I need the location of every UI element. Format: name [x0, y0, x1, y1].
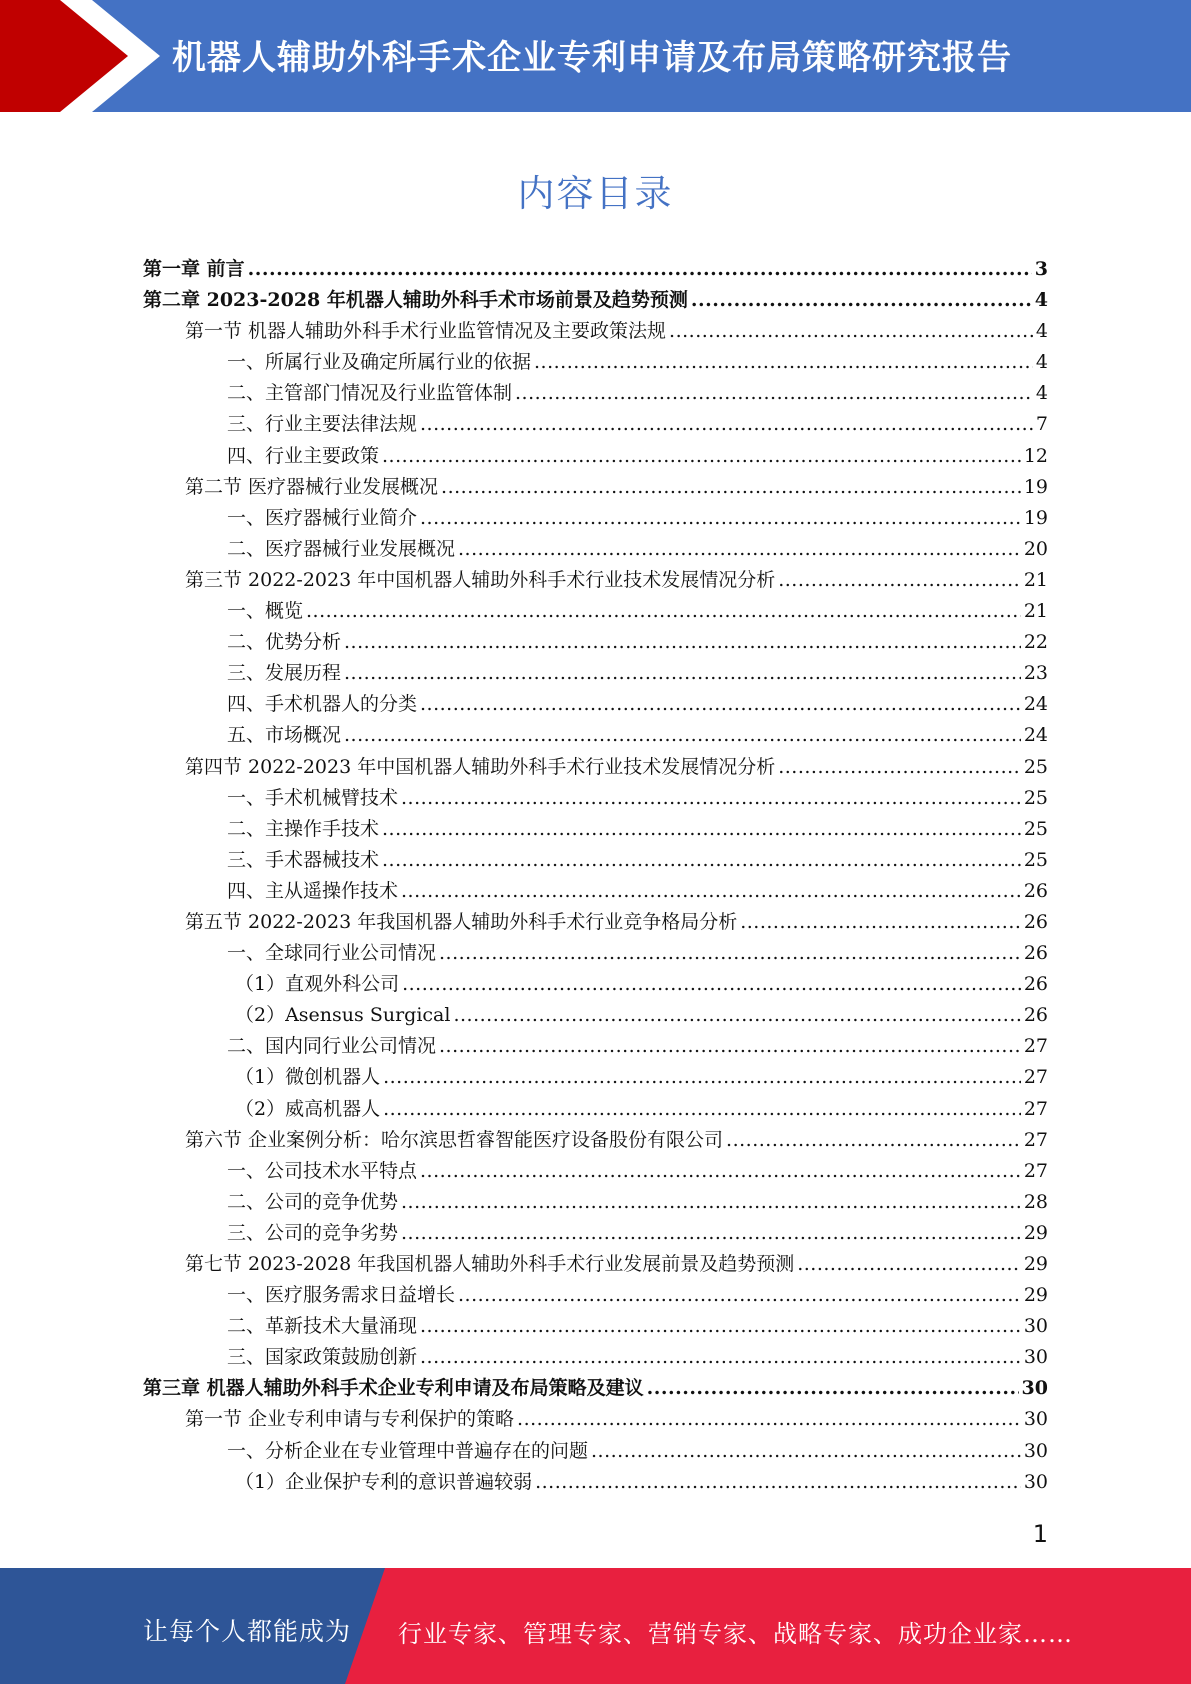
- toc-entry-page: 4: [1035, 351, 1048, 374]
- toc-entry[interactable]: [143, 596, 1048, 627]
- toc-entry-page: 30: [1023, 1315, 1048, 1338]
- toc-entry-title: 三、发展历程: [227, 662, 342, 685]
- toc-leader-dots: [726, 1129, 1021, 1151]
- toc-entry-page: 12: [1023, 444, 1048, 467]
- toc-entry[interactable]: [143, 1467, 1048, 1498]
- toc-entry[interactable]: [143, 565, 1048, 596]
- toc-entry[interactable]: [143, 627, 1048, 658]
- toc-entry[interactable]: [143, 720, 1048, 751]
- toc-leader-dots: [669, 320, 1033, 342]
- toc-leader-dots: [401, 787, 1021, 809]
- toc-entry-page: 30: [1021, 1377, 1048, 1400]
- toc-entry[interactable]: [143, 285, 1048, 316]
- toc-entry-title: 第二节 医疗器械行业发展概况: [185, 475, 439, 498]
- toc-entry-page: 24: [1023, 693, 1048, 716]
- toc-entry[interactable]: [143, 1342, 1048, 1373]
- toc-entry-title: 二、医疗器械行业发展概况: [227, 537, 456, 560]
- toc-leader-dots: [534, 351, 1033, 373]
- report-title: 机器人辅助外科手术企业专利申请及布局策略研究报告: [172, 38, 1012, 78]
- toc-entry-page: 26: [1023, 1004, 1048, 1027]
- toc-entry[interactable]: [143, 752, 1048, 783]
- toc-entry-page: 4: [1035, 382, 1048, 405]
- toc-entry-page: 21: [1023, 568, 1048, 591]
- toc-entry[interactable]: [143, 814, 1048, 845]
- toc-entry[interactable]: [143, 1187, 1048, 1218]
- toc-entry[interactable]: [143, 1000, 1048, 1031]
- toc-leader-dots: [420, 413, 1033, 435]
- toc-leader-dots: [778, 569, 1021, 591]
- toc-leader-dots: [591, 1440, 1021, 1462]
- toc-entry-page: 22: [1023, 631, 1048, 654]
- toc-leader-dots: [383, 1066, 1021, 1088]
- page-number: 1: [1032, 1520, 1048, 1548]
- toc-entry[interactable]: [143, 378, 1048, 409]
- toc-entry-title: 第六节 企业案例分析：哈尔滨思哲睿智能医疗设备股份有限公司: [185, 1128, 724, 1151]
- toc-leader-dots: [515, 382, 1033, 404]
- toc-leader-dots: [248, 258, 1032, 280]
- toc-entry-page: 23: [1023, 662, 1048, 685]
- page-footer-banner: [0, 1568, 1191, 1684]
- toc-entry[interactable]: [143, 1249, 1048, 1280]
- toc-entry-title: 四、行业主要政策: [227, 444, 380, 467]
- toc-leader-dots: [382, 818, 1021, 840]
- toc-entry[interactable]: [143, 1373, 1048, 1404]
- toc-leader-dots: [797, 1253, 1021, 1275]
- toc-entry-title: 三、公司的竞争劣势: [227, 1221, 399, 1244]
- toc-entry[interactable]: [143, 1280, 1048, 1311]
- toc-entry-title: 第一章 前言: [143, 258, 245, 280]
- toc-entry-title: 三、手术器械技术: [227, 848, 380, 871]
- toc-entry-title: 三、国家政策鼓励创新: [227, 1346, 418, 1369]
- toc-entry-page: 27: [1023, 1035, 1048, 1058]
- toc-entry-title: 一、分析企业在专业管理中普遍存在的问题: [227, 1439, 589, 1462]
- toc-leader-dots: [441, 476, 1021, 498]
- toc-leader-dots: [453, 1004, 1020, 1026]
- toc-leader-dots: [402, 973, 1021, 995]
- toc-leader-dots: [647, 1377, 1019, 1399]
- toc-entry-page: 20: [1023, 537, 1048, 560]
- toc-entry-title: 二、革新技术大量涌现: [227, 1315, 418, 1338]
- toc-entry[interactable]: [143, 876, 1048, 907]
- toc-entry-title: （1）直观外科公司: [235, 973, 400, 996]
- toc-leader-dots: [439, 942, 1021, 964]
- toc-entry-title: 一、手术机械臂技术: [227, 786, 399, 809]
- toc-entry-title: 第一节 机器人辅助外科手术行业监管情况及主要政策法规: [185, 320, 667, 343]
- toc-entry[interactable]: [143, 409, 1048, 440]
- toc-entry-title: 三、行业主要法律法规: [227, 413, 418, 436]
- toc-leader-dots: [439, 1035, 1021, 1057]
- toc-entry-title: 二、公司的竞争优势: [227, 1190, 399, 1213]
- toc-leader-dots: [420, 693, 1021, 715]
- toc-entry[interactable]: [143, 907, 1048, 938]
- toc-entry-title: 二、国内同行业公司情况: [227, 1035, 437, 1058]
- toc-entry[interactable]: [143, 938, 1048, 969]
- footer-slogan-right: 行业专家、管理专家、营销专家、战略专家、成功企业家……: [398, 1620, 1073, 1648]
- toc-entry[interactable]: [143, 503, 1048, 534]
- toc-entry[interactable]: [143, 658, 1048, 689]
- toc-entry[interactable]: [143, 1062, 1048, 1093]
- toc-entry-page: 30: [1023, 1346, 1048, 1369]
- toc-entry[interactable]: [143, 1094, 1048, 1125]
- toc-entry-page: 29: [1023, 1221, 1048, 1244]
- toc-entry[interactable]: [143, 1311, 1048, 1342]
- toc-entry-page: 25: [1023, 817, 1048, 840]
- table-of-contents: [143, 254, 1048, 1498]
- toc-leader-dots: [382, 849, 1021, 871]
- toc-leader-dots: [691, 289, 1032, 311]
- toc-entry-page: 19: [1023, 506, 1048, 529]
- toc-entry-title: （1）微创机器人: [235, 1066, 381, 1089]
- toc-leader-dots: [535, 1471, 1021, 1493]
- toc-leader-dots: [344, 724, 1021, 746]
- toc-entry-title: 一、概览: [227, 600, 304, 623]
- toc-entry[interactable]: [143, 534, 1048, 565]
- toc-entry-page: 21: [1023, 600, 1048, 623]
- toc-entry[interactable]: [143, 316, 1048, 347]
- toc-entry-page: 27: [1023, 1128, 1048, 1151]
- toc-entry-page: 25: [1023, 786, 1048, 809]
- toc-entry-title: 四、手术机器人的分类: [227, 693, 418, 716]
- toc-entry-title: 一、全球同行业公司情况: [227, 942, 437, 965]
- toc-entry-page: 3: [1034, 258, 1048, 280]
- toc-entry-title: 五、市场概况: [227, 724, 342, 747]
- toc-entry-page: 26: [1023, 879, 1048, 902]
- toc-leader-dots: [420, 1160, 1021, 1182]
- header-red-arrow: [0, 0, 145, 112]
- toc-leader-dots: [383, 1098, 1021, 1120]
- toc-leader-dots: [306, 600, 1021, 622]
- toc-entry-page: 30: [1023, 1439, 1048, 1462]
- toc-entry-page: 27: [1023, 1097, 1048, 1120]
- toc-entry-title: 四、主从遥操作技术: [227, 879, 399, 902]
- toc-leader-dots: [401, 880, 1021, 902]
- toc-leader-dots: [382, 445, 1021, 467]
- toc-entry-page: 28: [1023, 1190, 1048, 1213]
- toc-entry[interactable]: [143, 1156, 1048, 1187]
- toc-entry-page: 26: [1023, 910, 1048, 933]
- footer-slogan-left: 让每个人都能成为: [143, 1617, 352, 1646]
- toc-entry-page: 30: [1023, 1408, 1048, 1431]
- toc-entry-page: 29: [1023, 1253, 1048, 1275]
- toc-entry-page: 29: [1023, 1284, 1048, 1307]
- toc-entry-page: 27: [1023, 1159, 1048, 1182]
- toc-entry[interactable]: [143, 689, 1048, 720]
- toc-leader-dots: [420, 1315, 1021, 1337]
- toc-heading: 内容目录: [517, 172, 674, 215]
- toc-leader-dots: [778, 756, 1021, 778]
- toc-entry[interactable]: [143, 1436, 1048, 1467]
- page-header-banner: [0, 0, 1191, 112]
- toc-entry-title: （2）威高机器人: [235, 1097, 381, 1120]
- toc-entry-title: 第一节 企业专利申请与专利保护的策略: [185, 1408, 515, 1431]
- toc-entry-title: 第七节 2023-2028 年我国机器人辅助外科手术行业发展前景及趋势预测: [185, 1253, 795, 1275]
- toc-entry-page: 24: [1023, 724, 1048, 747]
- toc-entry-title: 二、主操作手技术: [227, 817, 380, 840]
- toc-entry-page: 25: [1023, 848, 1048, 871]
- toc-entry[interactable]: [143, 441, 1048, 472]
- toc-entry-page: 30: [1023, 1470, 1048, 1493]
- toc-entry-title: （1）企业保护专利的意识普遍较弱: [235, 1470, 533, 1493]
- toc-entry-page: 25: [1023, 755, 1048, 778]
- toc-entry-title: 二、优势分析: [227, 631, 342, 654]
- toc-entry[interactable]: [143, 1031, 1048, 1062]
- toc-entry[interactable]: [143, 783, 1048, 814]
- toc-leader-dots: [344, 662, 1021, 684]
- toc-entry[interactable]: [143, 969, 1048, 1000]
- toc-entry-title: 一、公司技术水平特点: [227, 1159, 418, 1182]
- toc-entry[interactable]: [143, 1125, 1048, 1156]
- toc-entry-title: 第三章 机器人辅助外科手术企业专利申请及布局策略及建议: [143, 1377, 644, 1400]
- toc-leader-dots: [401, 1191, 1021, 1213]
- toc-entry[interactable]: [143, 347, 1048, 378]
- toc-leader-dots: [517, 1408, 1021, 1430]
- toc-leader-dots: [344, 631, 1021, 653]
- toc-entry-page: 26: [1023, 973, 1048, 996]
- toc-entry-title: 第四节 2022-2023 年中国机器人辅助外科手术行业技术发展情况分析: [185, 755, 776, 778]
- toc-leader-dots: [420, 1346, 1021, 1368]
- toc-entry-title: 一、医疗服务需求日益增长: [227, 1284, 456, 1307]
- toc-leader-dots: [420, 507, 1021, 529]
- toc-entry-page: 4: [1034, 289, 1048, 312]
- toc-leader-dots: [740, 911, 1021, 933]
- toc-entry[interactable]: [143, 1404, 1048, 1435]
- toc-leader-dots: [458, 538, 1021, 560]
- toc-leader-dots: [458, 1284, 1021, 1306]
- toc-entry-title: （2）Asensus Surgical: [235, 1004, 451, 1027]
- toc-entry-title: 第三节 2022-2023 年中国机器人辅助外科手术行业技术发展情况分析: [185, 568, 776, 591]
- toc-entry-page: 4: [1035, 320, 1048, 343]
- toc-entry-title: 一、所属行业及确定所属行业的依据: [227, 351, 532, 374]
- toc-entry[interactable]: [143, 1218, 1048, 1249]
- toc-entry-title: 第五节 2022-2023 年我国机器人辅助外科手术行业竞争格局分析: [185, 910, 738, 933]
- toc-entry[interactable]: [143, 472, 1048, 503]
- toc-entry-page: 27: [1023, 1066, 1048, 1089]
- toc-entry-title: 二、主管部门情况及行业监管体制: [227, 382, 513, 405]
- toc-entry-page: 19: [1023, 475, 1048, 498]
- toc-entry-title: 第二章 2023-2028 年机器人辅助外科手术市场前景及趋势预测: [143, 289, 688, 312]
- toc-entry-page: 26: [1023, 942, 1048, 965]
- toc-leader-dots: [401, 1222, 1021, 1244]
- toc-entry-title: 一、医疗器械行业简介: [227, 506, 418, 529]
- toc-entry[interactable]: [143, 845, 1048, 876]
- toc-entry-page: 7: [1035, 413, 1048, 436]
- toc-entry[interactable]: [143, 254, 1048, 285]
